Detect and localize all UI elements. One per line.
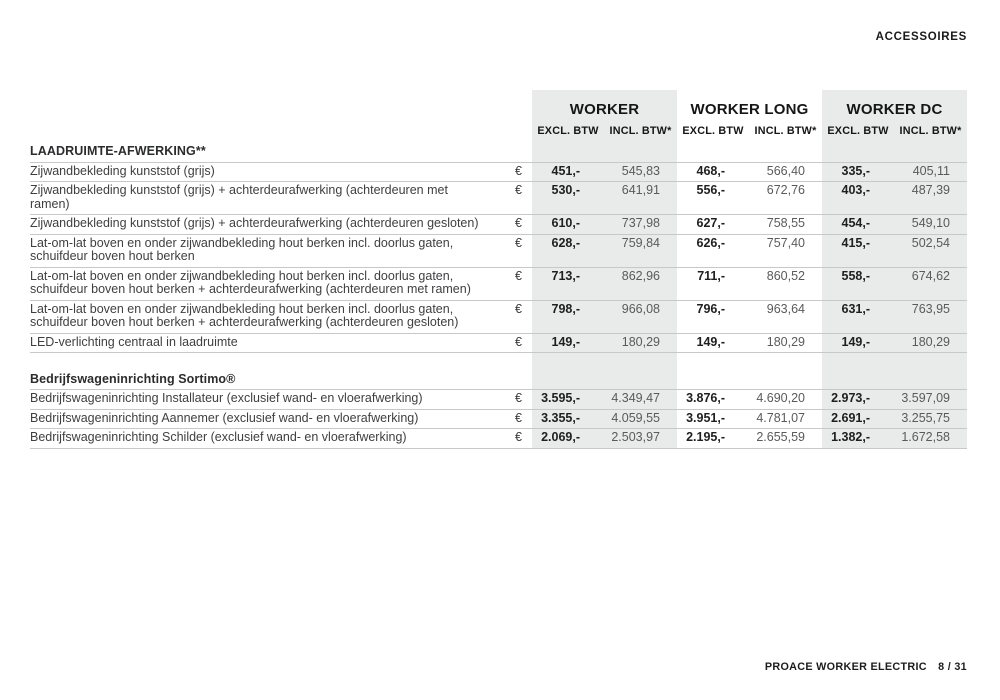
price-excl-btw: 468,- xyxy=(677,162,749,182)
section-empty-cell xyxy=(604,371,677,390)
accessories-price-table xyxy=(30,90,967,449)
row-label: Lat-om-lat boven en onder zijwandbekleding hout berken incl. doorlus gaten, schuifdeur boven hout berken xyxy=(30,234,500,267)
price-incl-btw: 180,29 xyxy=(749,333,822,353)
currency-symbol: € xyxy=(500,333,532,353)
price-excl-btw: 1.382,- xyxy=(822,429,894,449)
header-spacer xyxy=(500,122,532,143)
price-incl-btw: 180,29 xyxy=(604,333,677,353)
column-group-worker-long: WORKER LONG xyxy=(690,100,809,118)
price-excl-btw: 2.691,- xyxy=(822,409,894,429)
column-subheader-row xyxy=(30,122,967,143)
row-label: Lat-om-lat boven en onder zijwandbekleding hout berken incl. doorlus gaten, schuifdeur boven hout berken + achterdeurafwerking (achterdeuren gesloten) xyxy=(30,300,500,333)
table-row xyxy=(30,333,967,353)
section-empty-cell xyxy=(749,143,822,162)
currency-symbol: € xyxy=(500,267,532,300)
price-incl-btw: 180,29 xyxy=(894,333,967,353)
price-excl-btw: 2.195,- xyxy=(677,429,749,449)
section-empty-cell xyxy=(532,143,604,162)
price-incl-btw: 763,95 xyxy=(894,300,967,333)
price-excl-btw: 3.595,- xyxy=(532,390,604,410)
price-excl-btw: 2.973,- xyxy=(822,390,894,410)
currency-symbol: € xyxy=(500,182,532,215)
section-empty-cell xyxy=(532,371,604,390)
price-incl-btw: 2.655,59 xyxy=(749,429,822,449)
currency-cell-empty xyxy=(500,371,532,390)
table-row xyxy=(30,409,967,429)
table-row xyxy=(30,182,967,215)
row-label: Zijwandbekleding kunststof (grijs) + achterdeurafwerking (achterdeuren met ramen) xyxy=(30,182,500,215)
gap-cell xyxy=(500,353,532,371)
price-incl-btw: 641,91 xyxy=(604,182,677,215)
table-row xyxy=(30,300,967,333)
currency-symbol: € xyxy=(500,390,532,410)
section-header-row xyxy=(30,143,967,162)
price-excl-btw: 626,- xyxy=(677,234,749,267)
price-incl-btw: 487,39 xyxy=(894,182,967,215)
price-excl-btw: 711,- xyxy=(677,267,749,300)
gap-cell xyxy=(604,353,677,371)
row-label: Bedrijfswageninrichting Aannemer (exclusief wand- en vloerafwerking) xyxy=(30,409,500,429)
price-excl-btw: 3.876,- xyxy=(677,390,749,410)
currency-symbol: € xyxy=(500,234,532,267)
price-excl-btw: 631,- xyxy=(822,300,894,333)
page-footer xyxy=(765,661,967,673)
price-incl-btw: 737,98 xyxy=(604,215,677,235)
section-empty-cell xyxy=(894,371,967,390)
price-incl-btw: 1.672,58 xyxy=(894,429,967,449)
price-incl-btw: 502,54 xyxy=(894,234,967,267)
price-incl-btw: 2.503,97 xyxy=(604,429,677,449)
price-incl-btw: 4.059,55 xyxy=(604,409,677,429)
gap-cell xyxy=(894,353,967,371)
table-row xyxy=(30,390,967,410)
price-excl-btw: 556,- xyxy=(677,182,749,215)
price-incl-btw: 862,96 xyxy=(604,267,677,300)
section-empty-cell xyxy=(604,143,677,162)
currency-symbol: € xyxy=(500,300,532,333)
currency-cell-empty xyxy=(500,143,532,162)
table-row xyxy=(30,429,967,449)
price-incl-btw: 963,64 xyxy=(749,300,822,333)
price-excl-btw: 149,- xyxy=(532,333,604,353)
price-excl-btw: 713,- xyxy=(532,267,604,300)
currency-symbol: € xyxy=(500,162,532,182)
price-incl-btw: 3.597,09 xyxy=(894,390,967,410)
price-excl-btw: 3.355,- xyxy=(532,409,604,429)
table-row xyxy=(30,162,967,182)
section-header-row xyxy=(30,371,967,390)
subheader-incl-btw: INCL. BTW* xyxy=(894,122,967,143)
price-incl-btw: 672,76 xyxy=(749,182,822,215)
row-label: Zijwandbekleding kunststof (grijs) xyxy=(30,162,500,182)
price-excl-btw: 415,- xyxy=(822,234,894,267)
section-gap-row xyxy=(30,353,967,371)
section-title: Bedrijfswageninrichting Sortimo® xyxy=(30,371,500,390)
section-empty-cell xyxy=(677,371,749,390)
price-incl-btw: 966,08 xyxy=(604,300,677,333)
page-header xyxy=(876,31,967,43)
price-excl-btw: 627,- xyxy=(677,215,749,235)
row-label: Lat-om-lat boven en onder zijwandbekleding hout berken incl. doorlus gaten, schuifdeur boven hout berken + achterdeurafwerking (achterdeuren met ramen) xyxy=(30,267,500,300)
gap-cell xyxy=(532,353,604,371)
price-excl-btw: 610,- xyxy=(532,215,604,235)
price-excl-btw: 149,- xyxy=(677,333,749,353)
price-excl-btw: 403,- xyxy=(822,182,894,215)
price-incl-btw: 549,10 xyxy=(894,215,967,235)
gap-cell xyxy=(30,353,500,371)
subheader-excl-btw: EXCL. BTW xyxy=(822,122,894,143)
price-excl-btw: 335,- xyxy=(822,162,894,182)
subheader-excl-btw: EXCL. BTW xyxy=(532,122,604,143)
gap-cell xyxy=(749,353,822,371)
subheader-excl-btw: EXCL. BTW xyxy=(682,125,744,137)
subheader-incl-btw: INCL. BTW* xyxy=(604,122,677,143)
price-incl-btw: 674,62 xyxy=(894,267,967,300)
subheader-incl-btw: INCL. BTW* xyxy=(754,125,817,137)
price-excl-btw: 2.069,- xyxy=(532,429,604,449)
footer-page-number: 8 / 31 xyxy=(938,661,967,673)
currency-symbol: € xyxy=(500,215,532,235)
table-row xyxy=(30,234,967,267)
header-spacer xyxy=(500,90,532,122)
price-excl-btw: 798,- xyxy=(532,300,604,333)
price-incl-btw: 3.255,75 xyxy=(894,409,967,429)
gap-cell xyxy=(822,353,894,371)
price-excl-btw: 454,- xyxy=(822,215,894,235)
header-spacer xyxy=(30,90,500,122)
row-label: Zijwandbekleding kunststof (grijs) + achterdeurafwerking (achterdeuren gesloten) xyxy=(30,215,500,235)
price-incl-btw: 759,84 xyxy=(604,234,677,267)
table-row xyxy=(30,267,967,300)
price-incl-btw: 4.349,47 xyxy=(604,390,677,410)
row-label: LED-verlichting centraal in laadruimte xyxy=(30,333,500,353)
section-empty-cell xyxy=(749,371,822,390)
column-group-worker: WORKER xyxy=(532,90,677,122)
section-empty-cell xyxy=(677,143,749,162)
row-label: Bedrijfswageninrichting Schilder (exclusief wand- en vloerafwerking) xyxy=(30,429,500,449)
price-excl-btw: 149,- xyxy=(822,333,894,353)
section-empty-cell xyxy=(894,143,967,162)
section-empty-cell xyxy=(822,371,894,390)
price-excl-btw: 796,- xyxy=(677,300,749,333)
gap-cell xyxy=(677,353,749,371)
price-excl-btw: 558,- xyxy=(822,267,894,300)
row-label: Bedrijfswageninrichting Installateur (exclusief wand- en vloerafwerking) xyxy=(30,390,500,410)
price-incl-btw: 4.781,07 xyxy=(749,409,822,429)
price-incl-btw: 4.690,20 xyxy=(749,390,822,410)
price-incl-btw: 566,40 xyxy=(749,162,822,182)
price-excl-btw: 3.951,- xyxy=(677,409,749,429)
price-excl-btw: 628,- xyxy=(532,234,604,267)
page-title: ACCESSOIRES xyxy=(875,31,967,43)
column-group-worker-dc: WORKER DC xyxy=(822,90,967,122)
column-group-header-row xyxy=(30,90,967,122)
currency-symbol: € xyxy=(500,429,532,449)
price-incl-btw: 545,83 xyxy=(604,162,677,182)
footer-model-name: PROACE WORKER ELECTRIC xyxy=(764,661,927,673)
section-empty-cell xyxy=(822,143,894,162)
table-row xyxy=(30,215,967,235)
price-incl-btw: 757,40 xyxy=(749,234,822,267)
price-excl-btw: 530,- xyxy=(532,182,604,215)
section-title: LAADRUIMTE-AFWERKING** xyxy=(30,143,500,162)
price-incl-btw: 860,52 xyxy=(749,267,822,300)
price-incl-btw: 758,55 xyxy=(749,215,822,235)
currency-symbol: € xyxy=(500,409,532,429)
price-excl-btw: 451,- xyxy=(532,162,604,182)
header-spacer xyxy=(30,122,500,143)
price-incl-btw: 405,11 xyxy=(894,162,967,182)
